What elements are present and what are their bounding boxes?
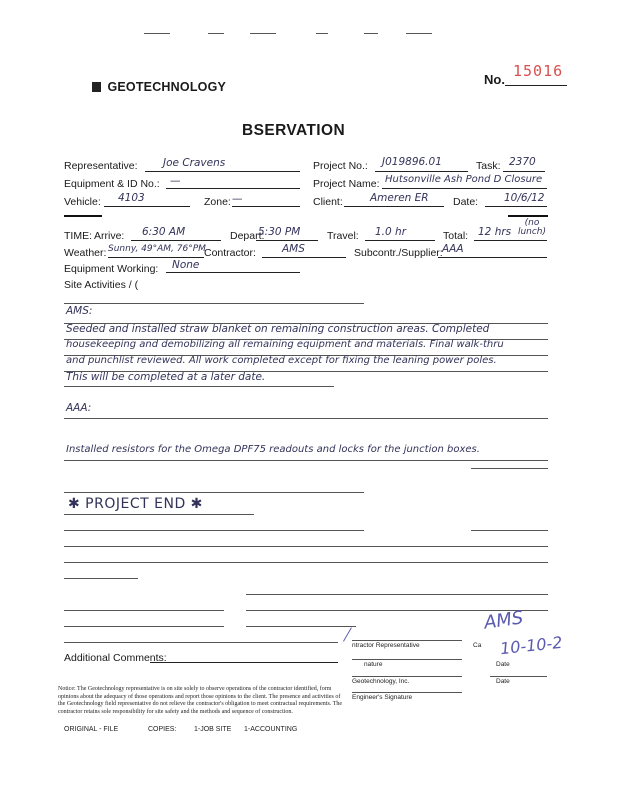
ruled-line [64, 492, 364, 493]
project-name-label: Project Name: [313, 178, 380, 190]
ruled-line [64, 562, 548, 563]
page-title: BSERVATION [242, 122, 346, 139]
arrive-value: 6:30 AM [142, 226, 186, 238]
date-line [485, 206, 547, 207]
date-label: Date: [453, 196, 479, 208]
depart-value: 5:30 PM [258, 226, 301, 238]
report-number-line [505, 85, 567, 86]
ams-note-line: Seeded and installed straw blanket on remaining construction areas. Completed [66, 323, 490, 335]
signature-line [352, 692, 462, 693]
ruled-line [64, 610, 224, 611]
report-number-label: No. [484, 72, 505, 87]
ruled-line [64, 418, 548, 419]
weather-value: Sunny, 49°AM, 76°PM [108, 244, 206, 254]
signature-line [352, 640, 462, 641]
date-value: 10/6/12 [504, 192, 545, 204]
weather-line [108, 257, 204, 258]
project-name-value: Hutsonville Ash Pond D Closure [385, 174, 543, 185]
vehicle-value: 4103 [118, 192, 145, 204]
project-no-value: J019896.01 [382, 156, 442, 168]
ruled-line [64, 642, 338, 643]
engineer-signature-label: Engineer's Signature [352, 694, 413, 701]
zone-value: — [232, 193, 243, 205]
date-line [490, 676, 547, 677]
arrive-label: Arrive: [94, 230, 125, 242]
copies-label: COPIES: [148, 726, 177, 733]
vehicle-line [104, 206, 190, 207]
task-line [503, 171, 545, 172]
contractor-line [262, 257, 346, 258]
legal-notice: Notice: The Geotechnology representative is on site solely to observe operations of the contractor identified, form opinions about the adequacy of those operations and report those opinions to the client. The presence and activities of the Geotechnology field representative do not relieve the contractor's obligation to meet contractual requirements. The contractor retains sole responsibility for site safety and the methods and sequence of construction. [58, 686, 343, 715]
report-number-value: 15016 [513, 62, 564, 80]
travel-line [365, 240, 435, 241]
total-note: (no lunch) [517, 218, 547, 237]
contractor-value: AMS [282, 243, 305, 255]
zone-line [232, 206, 300, 207]
weather-label: Weather: [64, 247, 107, 259]
equipment-line [166, 188, 300, 189]
signature-line [352, 676, 462, 677]
depart-line [256, 240, 318, 241]
additional-comments-line [150, 662, 338, 663]
date-caption-2: Date [496, 678, 510, 685]
ruled-line [64, 514, 254, 515]
subcontr-value: AAA [442, 243, 464, 255]
total-value: 12 hrs [478, 226, 512, 238]
contractor-rep-label: ntractor Representative [352, 642, 420, 649]
copies-accounting: 1-ACCOUNTING [244, 726, 298, 733]
zone-label: Zone: [204, 196, 231, 208]
travel-label: Travel: [327, 230, 359, 242]
ruled-line [246, 594, 548, 595]
equipment-working-value: None [172, 259, 200, 271]
logo-mark-icon [92, 82, 101, 92]
equipment-working-line [166, 272, 300, 273]
equipment-value: — [170, 175, 181, 187]
client-line [344, 206, 444, 207]
ruled-line [64, 303, 364, 304]
ams-heading: AMS: [66, 305, 93, 317]
total-label: Total: [443, 230, 469, 242]
depart-label: Depart: [230, 230, 265, 242]
representative-value: Joe Cravens [163, 157, 226, 169]
project-end-stamp: ✱ PROJECT END ✱ [68, 496, 203, 512]
task-label: Task: [476, 160, 501, 172]
original-file-label: ORIGINAL - FILE [64, 726, 119, 733]
company-name: GEOTECHNOLOGY [107, 79, 227, 94]
site-activities-label: Site Activities / ( [64, 279, 139, 291]
ams-note-line: and punchlist reviewed. All work completed except for fixing the leaning power poles. [66, 355, 497, 366]
contractor-label: Contractor: [204, 247, 256, 259]
contractor-signature: AMS [482, 607, 525, 634]
representative-label: Representative: [64, 160, 138, 172]
representative-line [145, 171, 300, 172]
ruled-line [471, 530, 548, 531]
travel-value: 1.0 hr [375, 226, 407, 238]
date-caption-1: Date [496, 661, 510, 668]
geotech-inc-label: Geotechnology, Inc. [352, 678, 410, 685]
ruled-line [471, 468, 548, 469]
vehicle-label: Vehicle: [64, 196, 101, 208]
total-line [474, 240, 547, 241]
separator-left [64, 215, 102, 217]
subcontr-label: Subcontr./Supplier: [354, 247, 443, 259]
ruled-line [64, 626, 224, 627]
ams-note-line: housekeeping and demobilizing all remaining equipment and materials. Final walk-thru [66, 339, 504, 350]
ams-note-line: This will be completed at a later date. [66, 371, 266, 383]
project-no-label: Project No.: [313, 160, 368, 172]
equipment-working-label: Equipment Working: [64, 263, 159, 275]
ruled-line [246, 626, 356, 627]
arrive-line [131, 240, 221, 241]
ruled-line [64, 546, 548, 547]
time-label: TIME: [64, 230, 92, 242]
task-value: 2370 [509, 156, 536, 168]
signature-label: nature [364, 661, 383, 668]
project-name-line [382, 188, 547, 189]
aaa-note-line: Installed resistors for the Omega DPF75 readouts and locks for the junction boxes. [66, 444, 480, 455]
equipment-label: Equipment & ID No.: [64, 178, 160, 190]
ruled-line [64, 578, 138, 579]
subcontr-line [438, 257, 547, 258]
signature-date: 10-10-2 [499, 632, 564, 659]
client-label: Client: [313, 196, 343, 208]
additional-comments-label: Additional Comments: [64, 652, 167, 664]
ruled-line [64, 530, 364, 531]
copies-job-site: 1-JOB SITE [194, 726, 232, 733]
ca-label: Ca [473, 642, 482, 649]
company-logo [92, 78, 226, 96]
aaa-heading: AAA: [66, 402, 92, 414]
ruled-line [64, 460, 548, 461]
client-value: Ameren ER [370, 192, 429, 204]
project-no-line [375, 171, 468, 172]
ruled-line [64, 386, 334, 387]
signature-line [352, 659, 462, 660]
separator-right [508, 215, 548, 217]
